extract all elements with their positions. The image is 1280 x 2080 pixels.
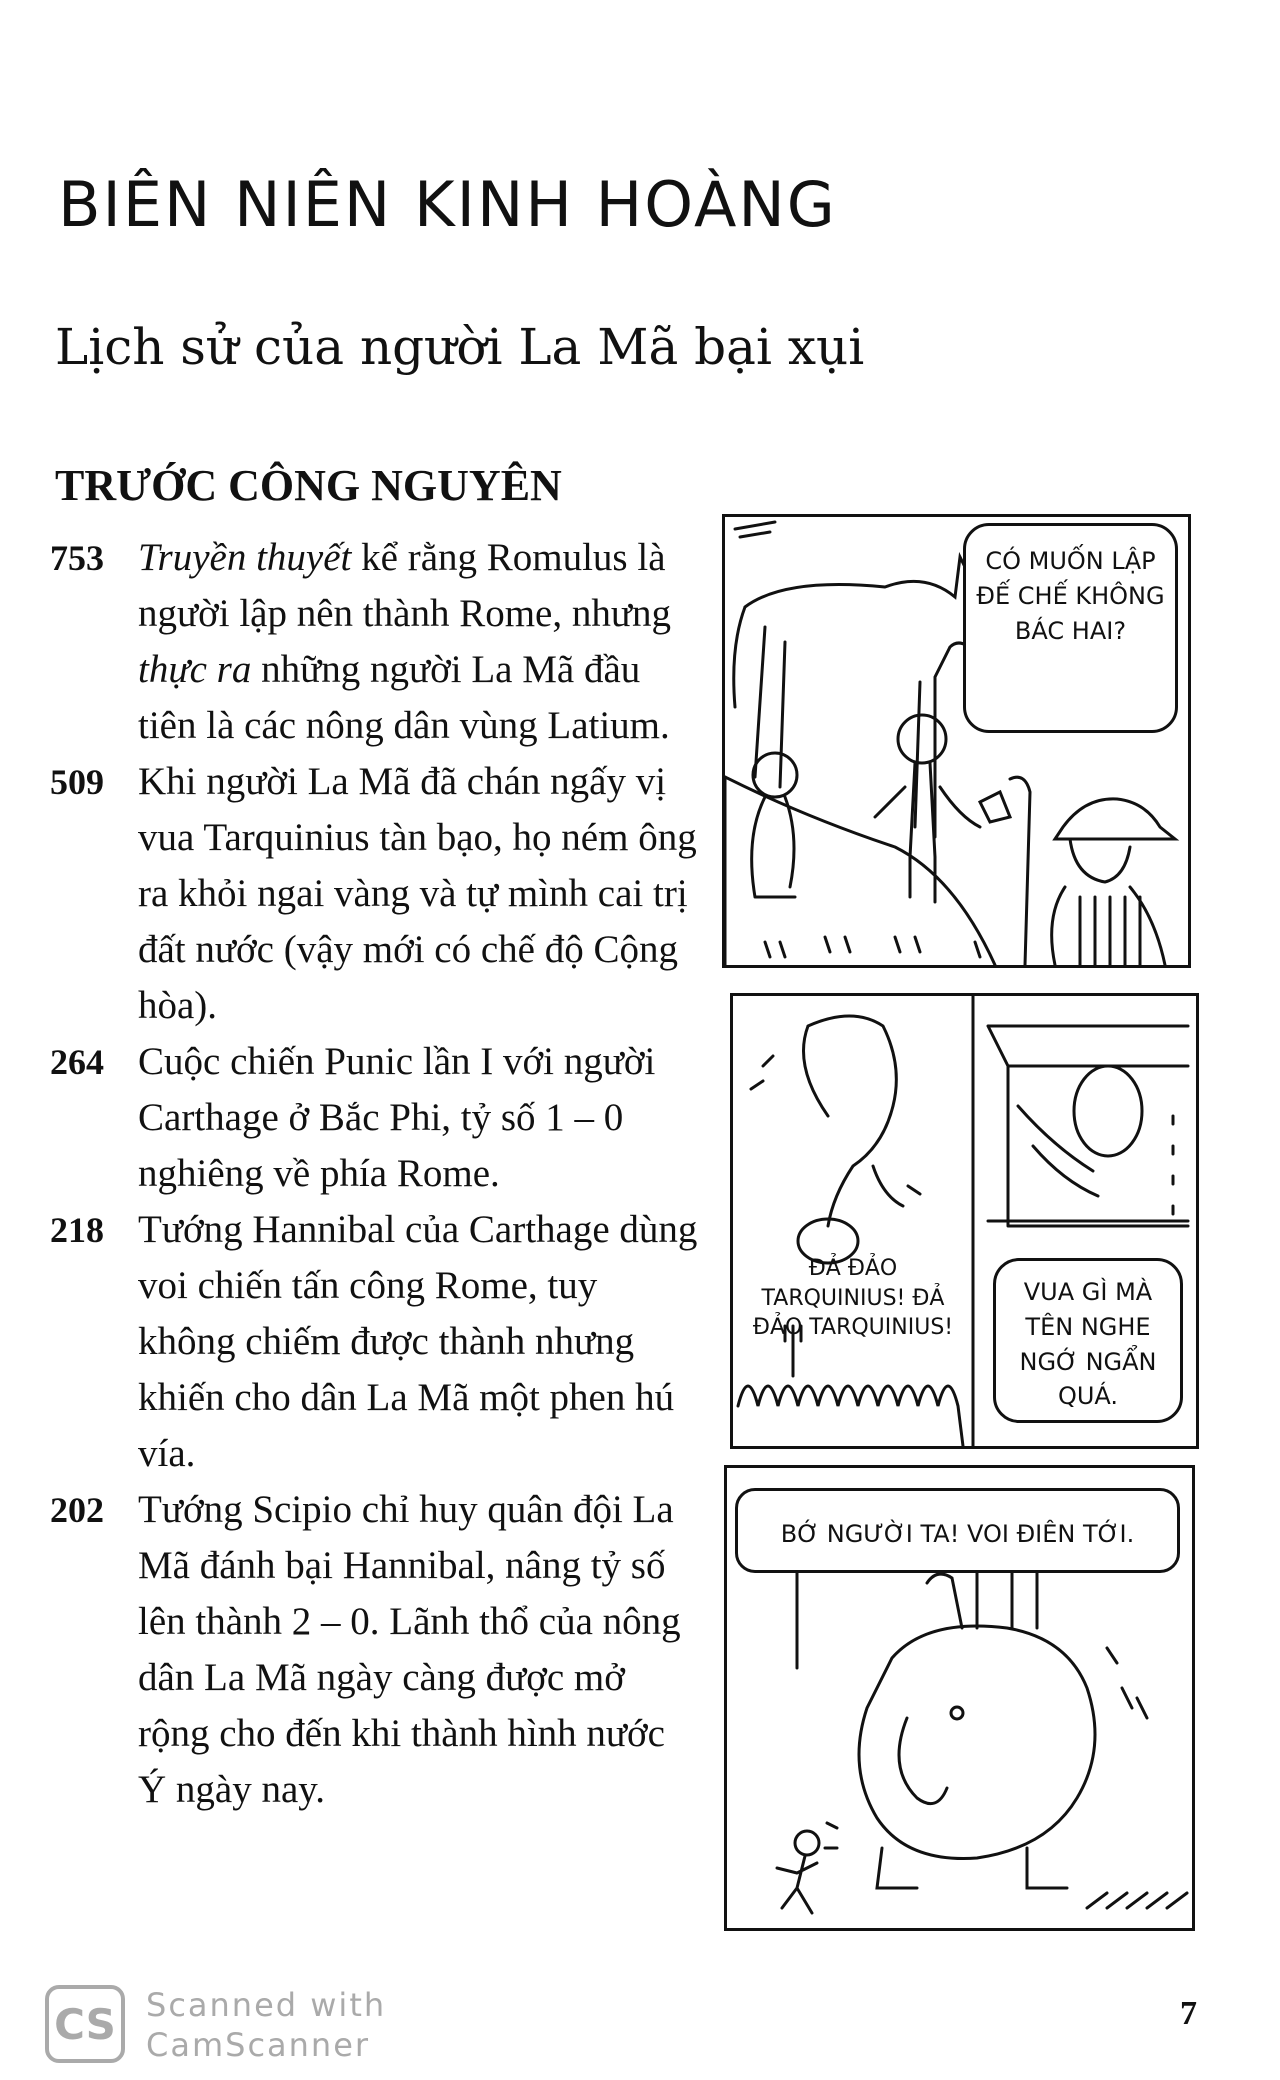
timeline-entry-202 — [50, 1482, 710, 1818]
timeline — [50, 530, 710, 1818]
entry-text: Tướng Scipio chỉ huy quân đội La Mã đánh bại Hannibal, nâng tỷ số lên thành 2 – 0. Lãnh thổ của nông dân La Mã ngày càng được mở rộng cho đến khi thành hình nước Ý ngày nay. — [138, 1488, 681, 1811]
entry-text-mid: kể rằng Romulus là người lập nên thành Rome, nhưng — [138, 536, 671, 635]
entry-year: 264 — [50, 1042, 104, 1082]
timeline-entry-264 — [50, 1034, 710, 1202]
comic-panel-1 — [722, 514, 1191, 968]
panel-2-speech-bubble: VUA GÌ MÀ TÊN NGHE NGỚ NGẨN QUÁ. — [993, 1258, 1183, 1423]
entry-italic-1: Truyền thuyết — [138, 536, 352, 579]
timeline-entry-218 — [50, 1202, 710, 1482]
timeline-entry-753 — [50, 530, 710, 754]
entry-text: Cuộc chiến Punic lần I với người Carthage ở Bắc Phi, tỷ số 1 – 0 nghiêng về phía Rome. — [138, 1040, 656, 1195]
page-number: 7 — [1180, 1995, 1197, 2032]
entry-text-post: những người La Mã đầu tiên là các nông dân vùng Latium. — [138, 648, 670, 747]
panel-3-speech-bubble: BỚ NGƯỜI TA! VOI ĐIÊN TỚI. — [735, 1488, 1180, 1573]
page-subtitle: Lịch sử của người La Mã bại xụi — [55, 318, 865, 376]
panel-2-crowd-shout: ĐẢ ĐẢO TARQUINIUS! ĐẢ ĐẢO TARQUINIUS! — [752, 1256, 954, 1341]
entry-year: 202 — [50, 1490, 104, 1530]
entry-text: Tướng Hannibal của Carthage dùng voi chiến tấn công Rome, tuy không chiếm được thành nhưng khiến cho dân La Mã một phen hú vía. — [138, 1208, 698, 1475]
entry-text — [138, 530, 708, 754]
entry-italic-2: thực ra — [138, 648, 252, 691]
comic-panel-2 — [730, 993, 1199, 1449]
entry-text: Khi người La Mã đã chán ngấy vị vua Tarquinius tàn bạo, họ ném ông ra khỏi ngai vàng và tự mình cai trị đất nước (vậy mới có chế độ Cộng hòa). — [138, 760, 697, 1027]
scanner-line-1: Scanned with — [146, 1986, 387, 2024]
timeline-entry-509 — [50, 754, 710, 1034]
scanner-watermark — [146, 1985, 386, 2065]
page-title: BIÊN NIÊN KINH HOÀNG — [58, 168, 837, 241]
panel-1-speech-bubble: CÓ MUỐN LẬP ĐẾ CHẾ KHÔNG BÁC HAI? — [963, 523, 1178, 733]
entry-year: 509 — [50, 762, 104, 802]
entry-year: 753 — [50, 538, 104, 578]
entry-year: 218 — [50, 1210, 104, 1250]
comic-panel-3 — [724, 1465, 1195, 1931]
camscanner-logo-icon: CS — [45, 1985, 125, 2063]
section-heading: TRƯỚC CÔNG NGUYÊN — [55, 461, 562, 510]
scanner-line-2: CamScanner — [146, 2026, 371, 2064]
